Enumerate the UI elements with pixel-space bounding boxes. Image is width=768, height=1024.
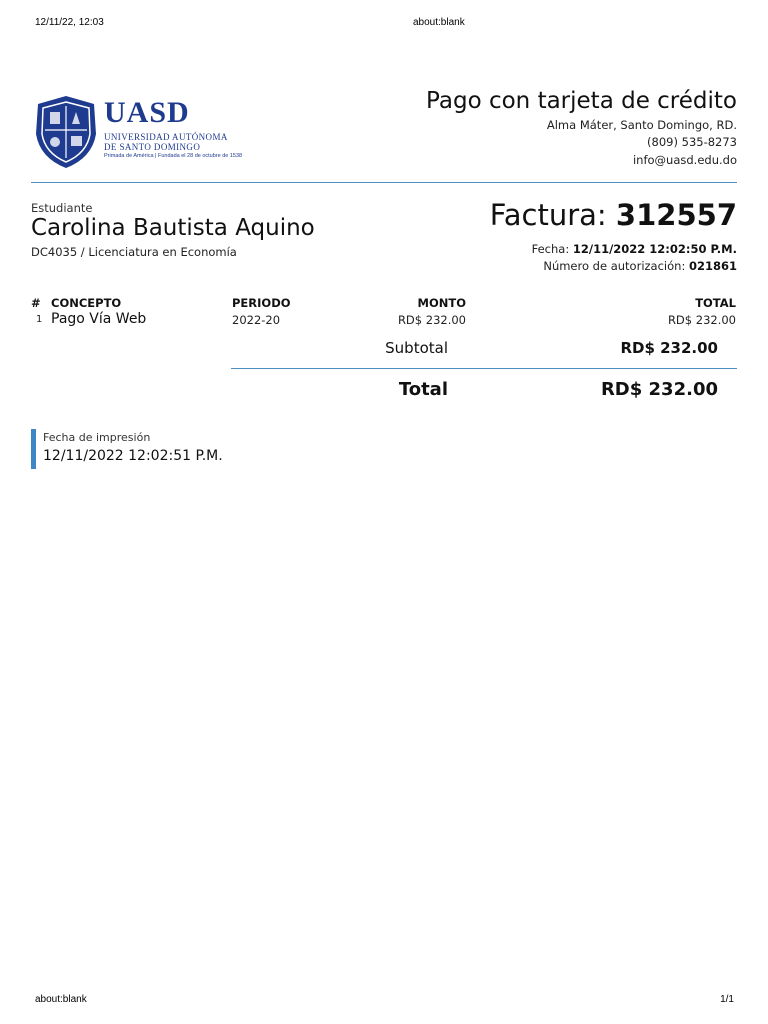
authorization-value: 021861: [688, 259, 737, 273]
column-header-total: TOTAL: [695, 296, 736, 310]
total-value: RD$ 232.00: [600, 379, 718, 400]
print-date-accent-bar: [31, 429, 36, 469]
column-header-amount: MONTO: [417, 296, 466, 310]
print-footer-url: about:blank: [35, 994, 87, 1005]
header-divider: [31, 182, 737, 183]
subtotal-value: RD$ 232.00: [620, 339, 718, 357]
student-name: Carolina Bautista Aquino: [31, 215, 315, 241]
column-header-concept: CONCEPTO: [51, 296, 122, 310]
invoice-number: 312557: [615, 198, 737, 232]
uasd-logo: [32, 94, 257, 172]
invoice-heading: [490, 198, 737, 232]
invoice-date-row: [532, 242, 737, 256]
table-row-number: 1: [36, 314, 43, 325]
institution-phone: (809) 535-8273: [647, 135, 737, 149]
logo-subtitle-line2: DE SANTO DOMINGO: [104, 142, 201, 152]
authorization-label: Número de autorización:: [543, 259, 686, 273]
invoice-date-value: 12/11/2022 12:02:50 P.M.: [572, 242, 737, 256]
print-date-value: 12/11/2022 12:02:51 P.M.: [43, 448, 223, 464]
table-row-total: RD$ 232.00: [667, 313, 736, 327]
logo-tagline: Primada de América | Fundada el 28 de octubre de 1538: [104, 153, 243, 159]
print-date-block: [31, 429, 331, 469]
total-label: Total: [398, 379, 448, 400]
print-header-url: about:blank: [413, 17, 465, 28]
invoice-label: Factura:: [489, 198, 607, 232]
authorization-row: [543, 259, 737, 273]
totals-divider: [231, 368, 737, 369]
column-header-period: PERIODO: [232, 296, 291, 310]
print-date-label: Fecha de impresión: [43, 431, 151, 444]
table-row-period: 2022-20: [232, 313, 281, 327]
document-title: Pago con tarjeta de crédito: [426, 88, 737, 114]
logo-wordmark: UASD: [104, 96, 190, 129]
subtotal-label: Subtotal: [385, 339, 448, 357]
table-row-amount: RD$ 232.00: [397, 313, 466, 327]
print-header-datetime: 12/11/22, 12:03: [35, 17, 104, 28]
university-seal-icon: [32, 94, 100, 170]
print-footer-page-count: 1/1: [720, 994, 734, 1005]
student-details: DC4035 / Licenciatura en Economía: [31, 245, 237, 259]
invoice-date-label: Fecha:: [531, 242, 570, 256]
institution-address: Alma Máter, Santo Domingo, RD.: [546, 118, 737, 132]
column-header-number: #: [31, 296, 41, 310]
table-row-concept: Pago Vía Web: [51, 311, 147, 327]
logo-subtitle-line1: UNIVERSIDAD AUTÓNOMA: [104, 132, 228, 142]
institution-email: info@uasd.edu.do: [632, 153, 737, 167]
student-label: Estudiante: [31, 201, 93, 215]
